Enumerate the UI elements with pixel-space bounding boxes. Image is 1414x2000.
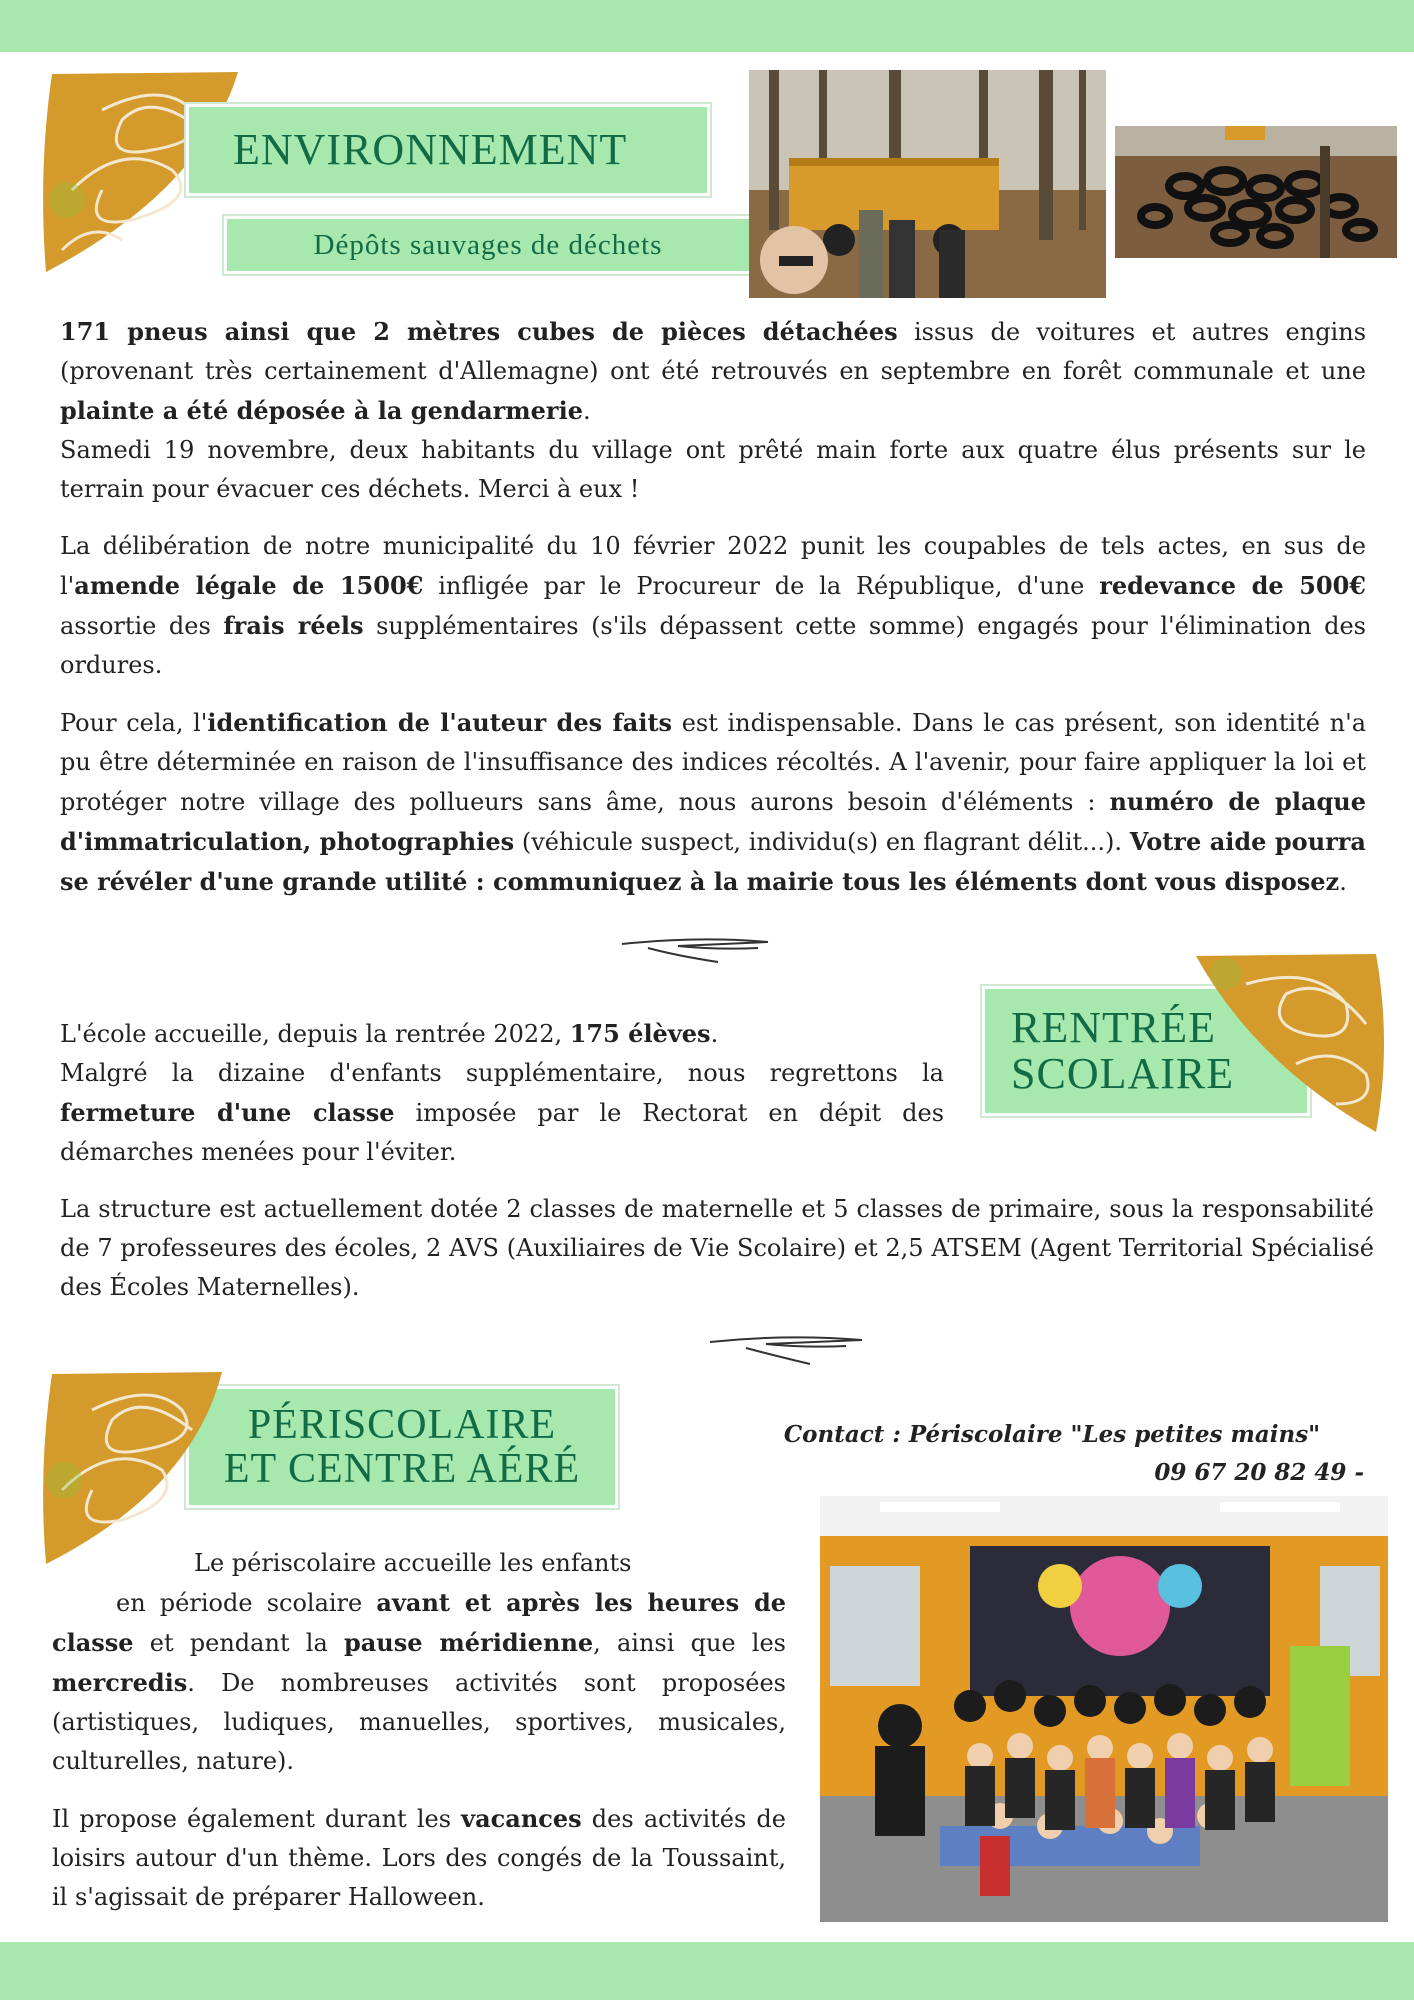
school-decorative-leaf [1196, 954, 1388, 1134]
periscolaire-title [189, 1389, 615, 1491]
periscolaire-title-line2: ET CENTRE AÉRÉ [223, 1446, 581, 1492]
school-title-line1: RENTRÉE [1011, 1003, 1216, 1052]
periscolaire-paragraph-1: Le périscolaire accueille les enfants en période scolaire avant et après les heures de classe et pendant la pause méridienne, ainsi que les mercredis. De nombreuses activités sont proposées (artistiques, ludiques, manuelles, sportives, musicales, culturelles, nature). [52, 1549, 787, 1775]
environment-title: ENVIRONNEMENT [233, 125, 628, 174]
divider-stroke [618, 934, 772, 964]
environment-paragraph-3: Pour cela, l'identification de l'auteur des faits est indispensable. Dans le cas présent, son identité n'a pu être déterminée en raison de l'insuffisance des indices récoltés. A l'avenir, pour faire appliquer la loi et protéger notre village des pollueurs sans âme, nous aurons besoin d'éléments : numéro de plaque d'immatriculation, photographies (véhicule suspect, individu(s) en flagrant délit...). Votre aide pourra se révéler d'une grande utilité : communiquez à la mairie tous les éléments dont vous disposez. [60, 708, 1367, 896]
top-band [0, 0, 1414, 52]
school-paragraph-1: L'école accueille, depuis la rentrée 2022, 175 élèves. Malgré la dizaine d'enfants supplémentaire, nous regrettons la fermeture d'une classe imposée par le Rectorat en dépit des démarches menées pour l'éviter. [60, 1019, 945, 1166]
tyres-pile-photo [1115, 126, 1397, 258]
school-title-line2: SCOLAIRE [1011, 1049, 1235, 1098]
school-paragraph-2: La structure est actuellement dotée 2 classes de maternelle et 5 classes de primaire, sous la responsabilité de 7 professeures des écoles, 2 AVS (Auxiliaires de Vie Scolaire) et 2,5 ATSEM (Agent Territorial Spécialisé des Écoles Maternelles). [60, 1195, 1374, 1301]
environment-paragraph-1: 171 pneus ainsi que 2 mètres cubes de pièces détachées issus de voitures et autres engins (provenant très certainement d'Allemagne) ont été retrouvés en septembre en forêt communale et une plainte a été déposée à la gendarmerie. Samedi 19 novembre, deux habitants du village ont prêté main forte aux quatre élus présents sur le terrain pour évacuer ces déchets. Merci à eux ! [60, 317, 1367, 503]
environment-title-box [186, 104, 710, 196]
school-intro [60, 1014, 944, 1172]
periscolaire-article [52, 1544, 786, 1917]
environment-subtitle: Dépôts sauvages de déchets [313, 229, 663, 261]
school-structure [60, 1190, 1374, 1307]
periscolaire-decorative-leaf [42, 1370, 224, 1566]
divider-stroke [706, 1332, 866, 1366]
periscolaire-title-box [186, 1386, 618, 1508]
contact-phone-email: 09 67 20 82 49 - [1154, 1459, 1364, 1486]
bottom-band [0, 1942, 1414, 2000]
forest-cleanup-photo [749, 70, 1106, 298]
periscolaire-paragraph-2: Il propose également durant les vacances des activités de loisirs autour d'un thème. Lors des congés de la Toussaint, il s'agissait de préparer Halloween. [52, 1804, 786, 1911]
periscolaire-title-line1: PÉRISCOLAIRE [247, 1402, 557, 1448]
halloween-group-photo [820, 1496, 1388, 1922]
contact-name: Contact : Périscolaire "Les petites mains" [783, 1421, 1321, 1448]
environment-subtitle-box [224, 216, 752, 274]
environment-paragraph-2: La délibération de notre municipalité du 10 février 2022 punit les coupables de tels actes, en sus de l'amende légale de 1500€ infligée par le Procureur de la République, d'une redevance de 500€ assortie des frais réels supplémentaires (s'ils dépassent cette somme) engagés pour l'élimination des ordures. [60, 532, 1366, 679]
environment-article [60, 312, 1366, 902]
